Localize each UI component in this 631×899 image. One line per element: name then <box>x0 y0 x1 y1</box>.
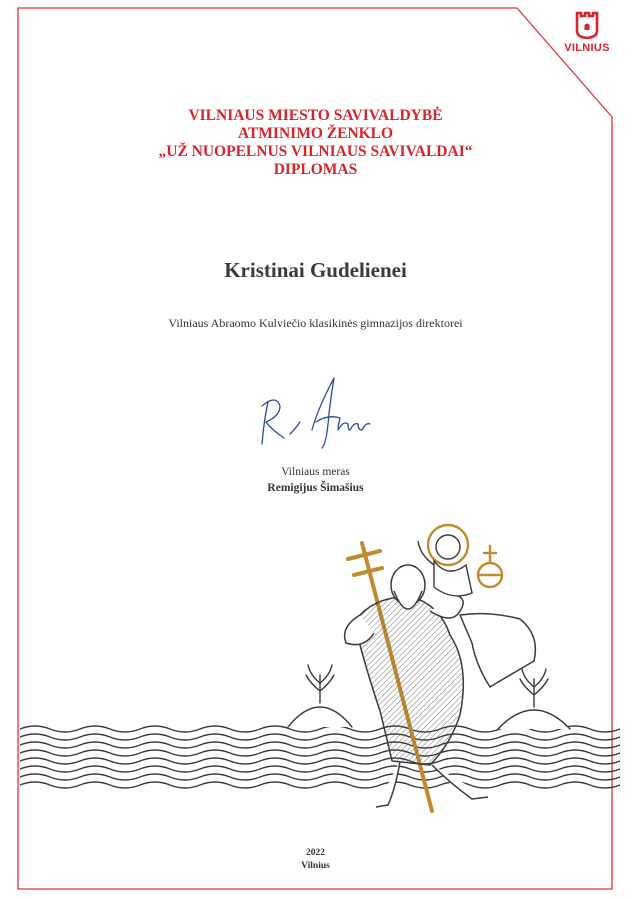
heading-line-2: ATMINIMO ŽENKLO <box>237 125 394 142</box>
handwritten-signature <box>250 372 380 452</box>
logo-text: VILNIUS <box>564 42 610 54</box>
recipient-name: Kristinai Gudelienei <box>224 258 407 282</box>
heading-line-1: VILNIAUS MIESTO SAVIVALDYBĖ <box>188 107 443 124</box>
heading-line-3: „UŽ NUOPELNUS VILNIAUS SAVIVALDAI“ <box>158 143 473 160</box>
diploma-city: Vilnius <box>301 861 330 871</box>
heading-line-4: DIPLOMAS <box>273 161 358 178</box>
diploma-heading <box>0 107 631 179</box>
vilnius-logo <box>552 10 622 68</box>
signer-title: Vilniaus meras <box>281 466 350 478</box>
castle-tower-icon <box>572 10 602 40</box>
recipient-position: Vilniaus Abraomo Kulviečio klasikinės gimnazijos direktorei <box>168 316 463 330</box>
signer-name: Remigijus Šimašius <box>267 482 364 494</box>
diploma-year: 2022 <box>306 848 325 858</box>
saint-christopher-crossing-river-illustration <box>20 515 620 820</box>
